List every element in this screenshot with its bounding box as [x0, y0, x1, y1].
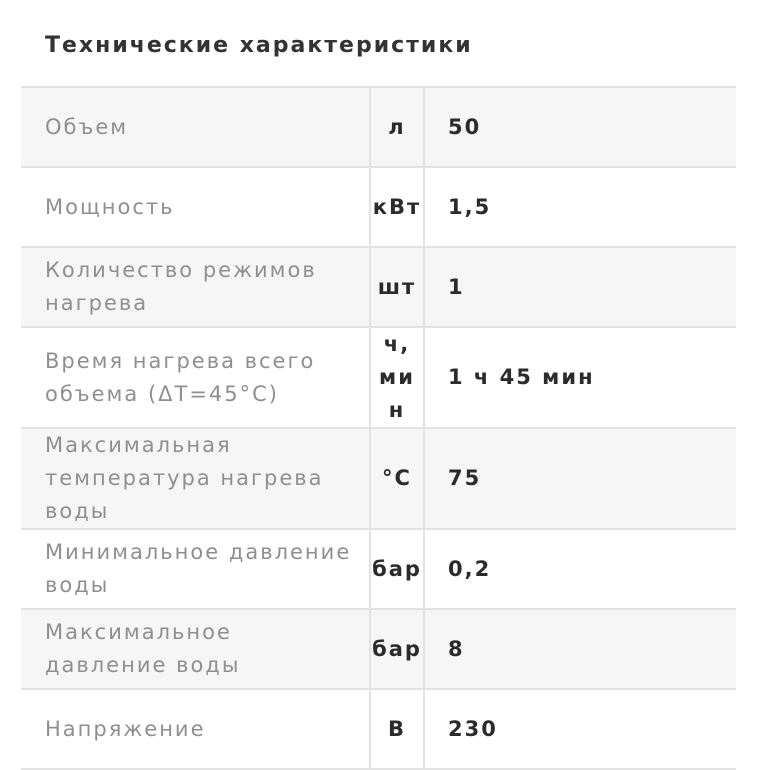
param-unit: °C [370, 428, 424, 529]
table-row [21, 327, 736, 428]
table-row [21, 247, 736, 327]
table-row [21, 609, 736, 689]
param-unit: бар [370, 529, 424, 609]
param-name: Напряжение [21, 689, 370, 769]
param-name: Время нагрева всего объема (ΔT=45°C) [21, 327, 370, 428]
param-name: Количество режимов нагрева [21, 247, 370, 327]
specs-table [21, 86, 736, 770]
param-name: Максимальное давление воды [21, 609, 370, 689]
table-row [21, 529, 736, 609]
param-unit: л [370, 87, 424, 167]
param-value: 8 [424, 609, 736, 689]
param-unit: ч, мин [370, 327, 424, 428]
param-unit: кВт [370, 167, 424, 247]
param-name: Объем [21, 87, 370, 167]
param-name: Мощность [21, 167, 370, 247]
param-unit: бар [370, 609, 424, 689]
param-value: 1 ч 45 мин [424, 327, 736, 428]
param-value: 0,2 [424, 529, 736, 609]
table-row [21, 87, 736, 167]
param-value: 1 [424, 247, 736, 327]
table-row [21, 428, 736, 529]
param-value: 1,5 [424, 167, 736, 247]
param-name: Максимальная температура нагрева воды [21, 428, 370, 529]
param-value: 75 [424, 428, 736, 529]
param-unit: В [370, 689, 424, 769]
section-title: Технические характеристики [45, 33, 473, 58]
param-value: 50 [424, 87, 736, 167]
param-value: 230 [424, 689, 736, 769]
table-row [21, 689, 736, 769]
table-row [21, 167, 736, 247]
param-unit: шт [370, 247, 424, 327]
param-name: Минимальное давление воды [21, 529, 370, 609]
